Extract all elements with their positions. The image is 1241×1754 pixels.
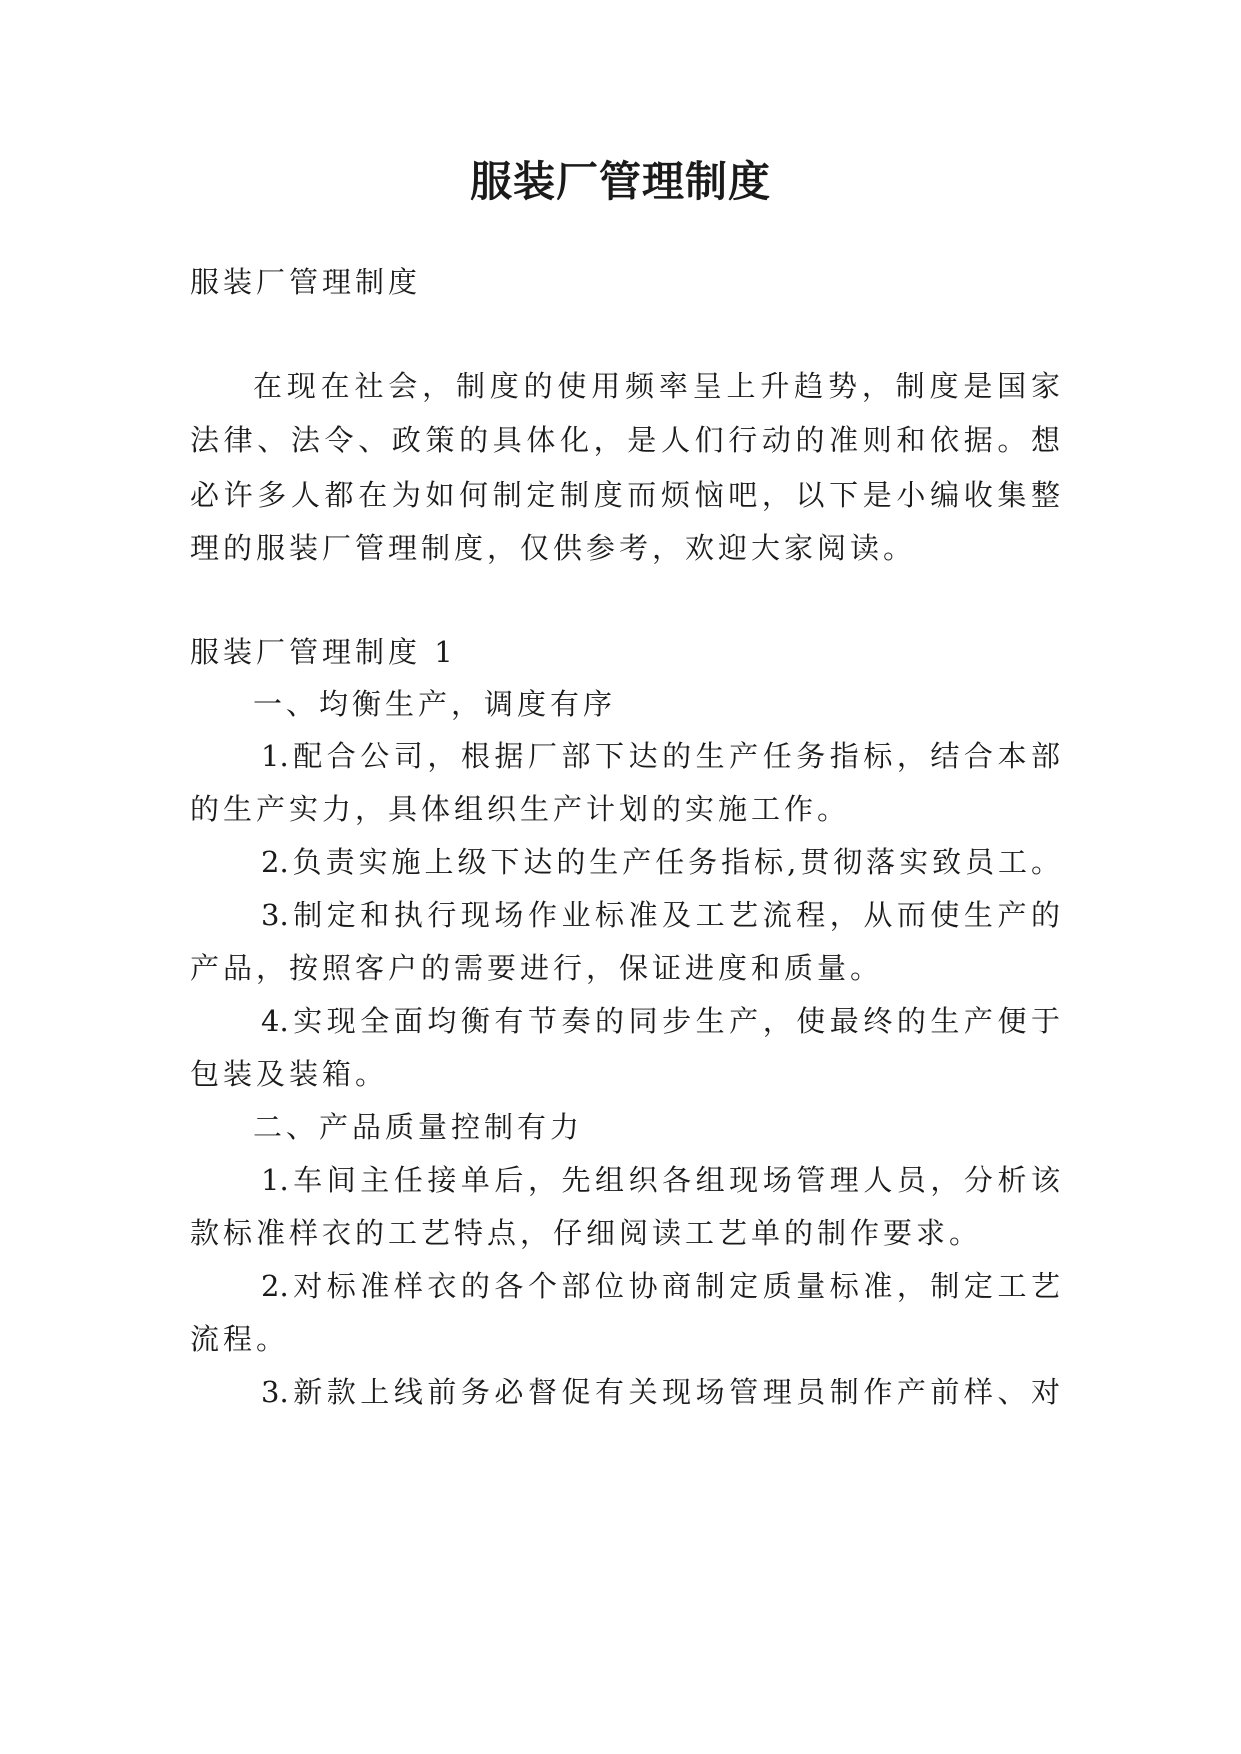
item-1-1-line-2: 的生产实力，具体组织生产计划的实施工作。 [190,792,851,826]
item-1-3-line-2: 产品，按照客户的需要进行，保证进度和质量。 [190,951,884,985]
item-2-1-line-2: 款标准样衣的工艺特点，仔细阅读工艺单的制作要求。 [190,1216,983,1250]
item-1-4-line-2: 包装及装箱。 [190,1057,389,1091]
item-2-2-line-1: 2.对标准样衣的各个部位协商制定质量标准，制定工艺 [261,1269,1060,1303]
item-1-3-line-1: 3.制定和执行现场作业标准及工艺流程，从而使生产的 [261,898,1060,932]
intro-line-2: 法律、法令、政策的具体化，是人们行动的准则和依据。想 [190,423,1060,457]
item-1-1-line-1: 1.配合公司，根据厂部下达的生产任务指标，结合本部 [261,739,1060,773]
document-subtitle: 服装厂管理制度 [190,265,422,299]
item-2-1-line-1: 1.车间主任接单后，先组织各组现场管理人员，分析该 [261,1163,1060,1197]
intro-line-4: 理的服装厂管理制度，仅供参考，欢迎大家阅读。 [190,531,917,565]
part-heading-2: 二、产品质量控制有力 [253,1110,584,1144]
section-title: 服装厂管理制度 1 [190,635,457,669]
item-1-4-line-1: 4.实现全面均衡有节奏的同步生产，使最终的生产便于 [261,1004,1060,1038]
part-heading-1: 一、均衡生产，调度有序 [253,687,617,721]
item-2-3-line-1: 3.新款上线前务必督促有关现场管理员制作产前样、对 [261,1375,1060,1409]
item-2-2-line-2: 流程。 [190,1322,290,1356]
item-1-2-line-1: 2.负责实施上级下达的生产任务指标,贯彻落实致员工。 [261,845,1060,879]
document-title: 服装厂管理制度 [469,157,771,206]
intro-line-3: 必许多人都在为如何制定制度而烦恼吧，以下是小编收集整 [190,478,1060,512]
intro-line-1: 在现在社会，制度的使用频率呈上升趋势，制度是国家 [253,369,1060,403]
